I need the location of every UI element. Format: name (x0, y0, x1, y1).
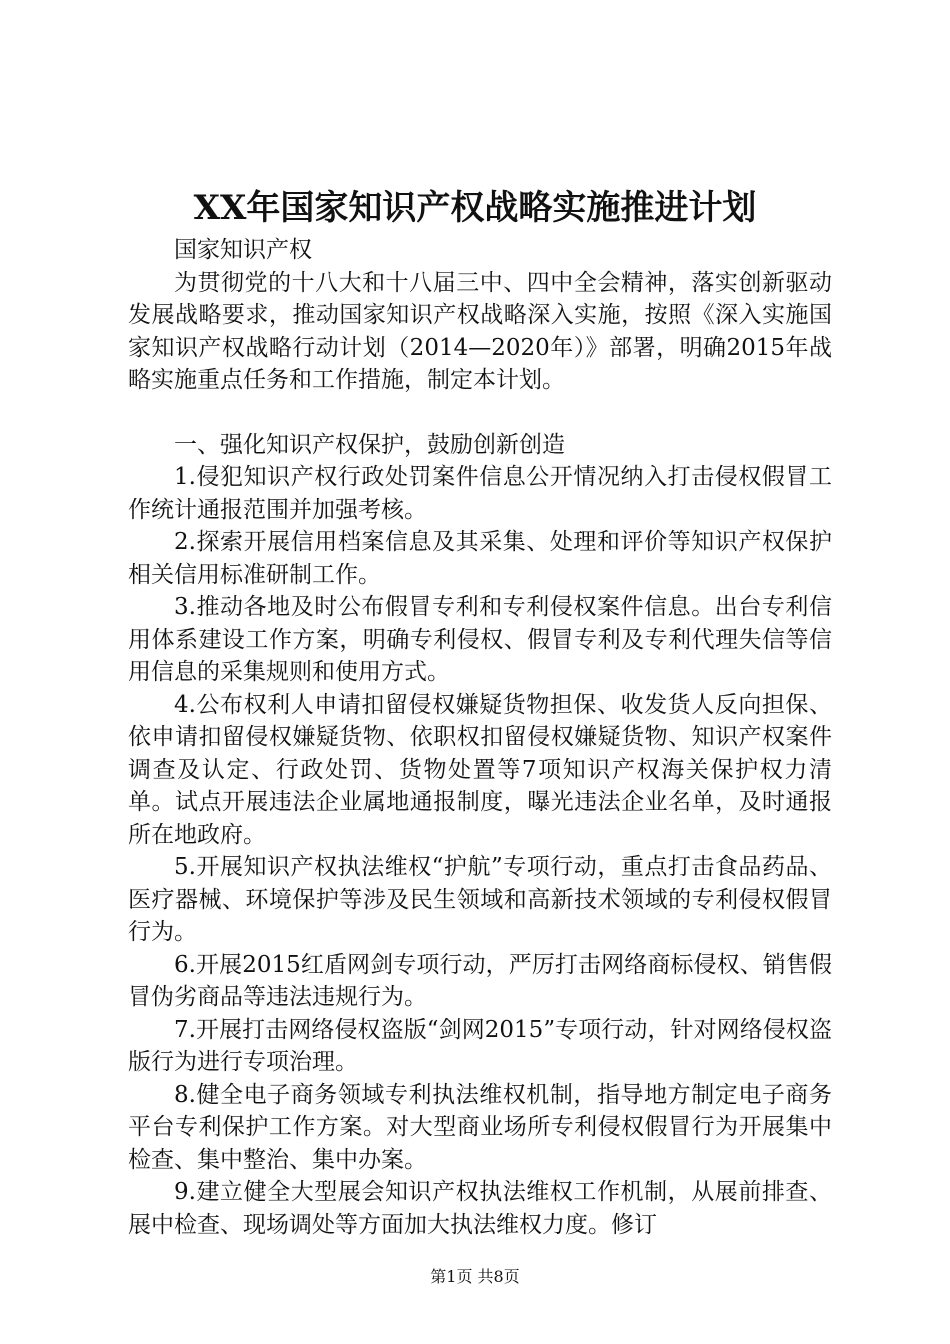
document-title: XX年国家知识产权战略实施推进计划 (193, 188, 757, 228)
list-item: 9.建立健全大型展会知识产权执法维权工作机制，从展前排查、展中检查、现场调处等方面加大执法维权力度。修订 (128, 1179, 832, 1238)
list-item: 5.开展知识产权执法维权“护航”专项行动，重点打击食品药品、医疗器械、环境保护等涉及民生领域和高新技术领域的专利侵权假冒行为。 (128, 854, 832, 945)
list-item: 6.开展2015红盾网剑专项行动，严厉打击网络商标侵权、销售假冒伪劣商品等违法违规行为。 (128, 951, 832, 1010)
list-item: 2.探索开展信用档案信息及其采集、处理和评价等知识产权保护相关信用标准研制工作。 (128, 529, 832, 588)
document-body (128, 234, 832, 1241)
intro-paragraph: 为贯彻党的十八大和十八届三中、四中全会精神，落实创新驱动发展战略要求，推动国家知识产权战略深入实施，按照《深入实施国家知识产权战略行动计划（2014—2020年）》部署，明确2015年战略实施重点任务和工作措施，制定本计划。 (128, 269, 832, 393)
author-line: 国家知识产权 (174, 237, 312, 263)
list-item: 7.开展打击网络侵权盗版“剑网2015”专项行动，针对网络侵权盗版行为进行专项治理。 (128, 1016, 832, 1075)
list-item: 3.推动各地及时公布假冒专利和专利侵权案件信息。出台专利信用体系建设工作方案，明确专利侵权、假冒专利及专利代理失信等信用信息的采集规则和使用方式。 (128, 594, 832, 685)
list-item: 1.侵犯知识产权行政处罚案件信息公开情况纳入打击侵权假冒工作统计通报范围并加强考核。 (128, 464, 832, 523)
list-item: 4.公布权利人申请扣留侵权嫌疑货物担保、收发货人反向担保、依申请扣留侵权嫌疑货物、依职权扣留侵权嫌疑货物、知识产权案件调查及认定、行政处罚、货物处置等7项知识产权海关保护权力清单。试点开展违法企业属地通报制度，曝光违法企业名单，及时通报所在地政府。 (128, 691, 832, 848)
list-item: 8.健全电子商务领域专利执法维权机制，指导地方制定电子商务平台专利保护工作方案。对大型商业场所专利侵权假冒行为开展集中检查、集中整治、集中办案。 (128, 1081, 832, 1173)
page-footer: 第1页 共8页 (430, 1267, 520, 1286)
section-heading: 一、强化知识产权保护，鼓励创新创造 (174, 431, 565, 458)
